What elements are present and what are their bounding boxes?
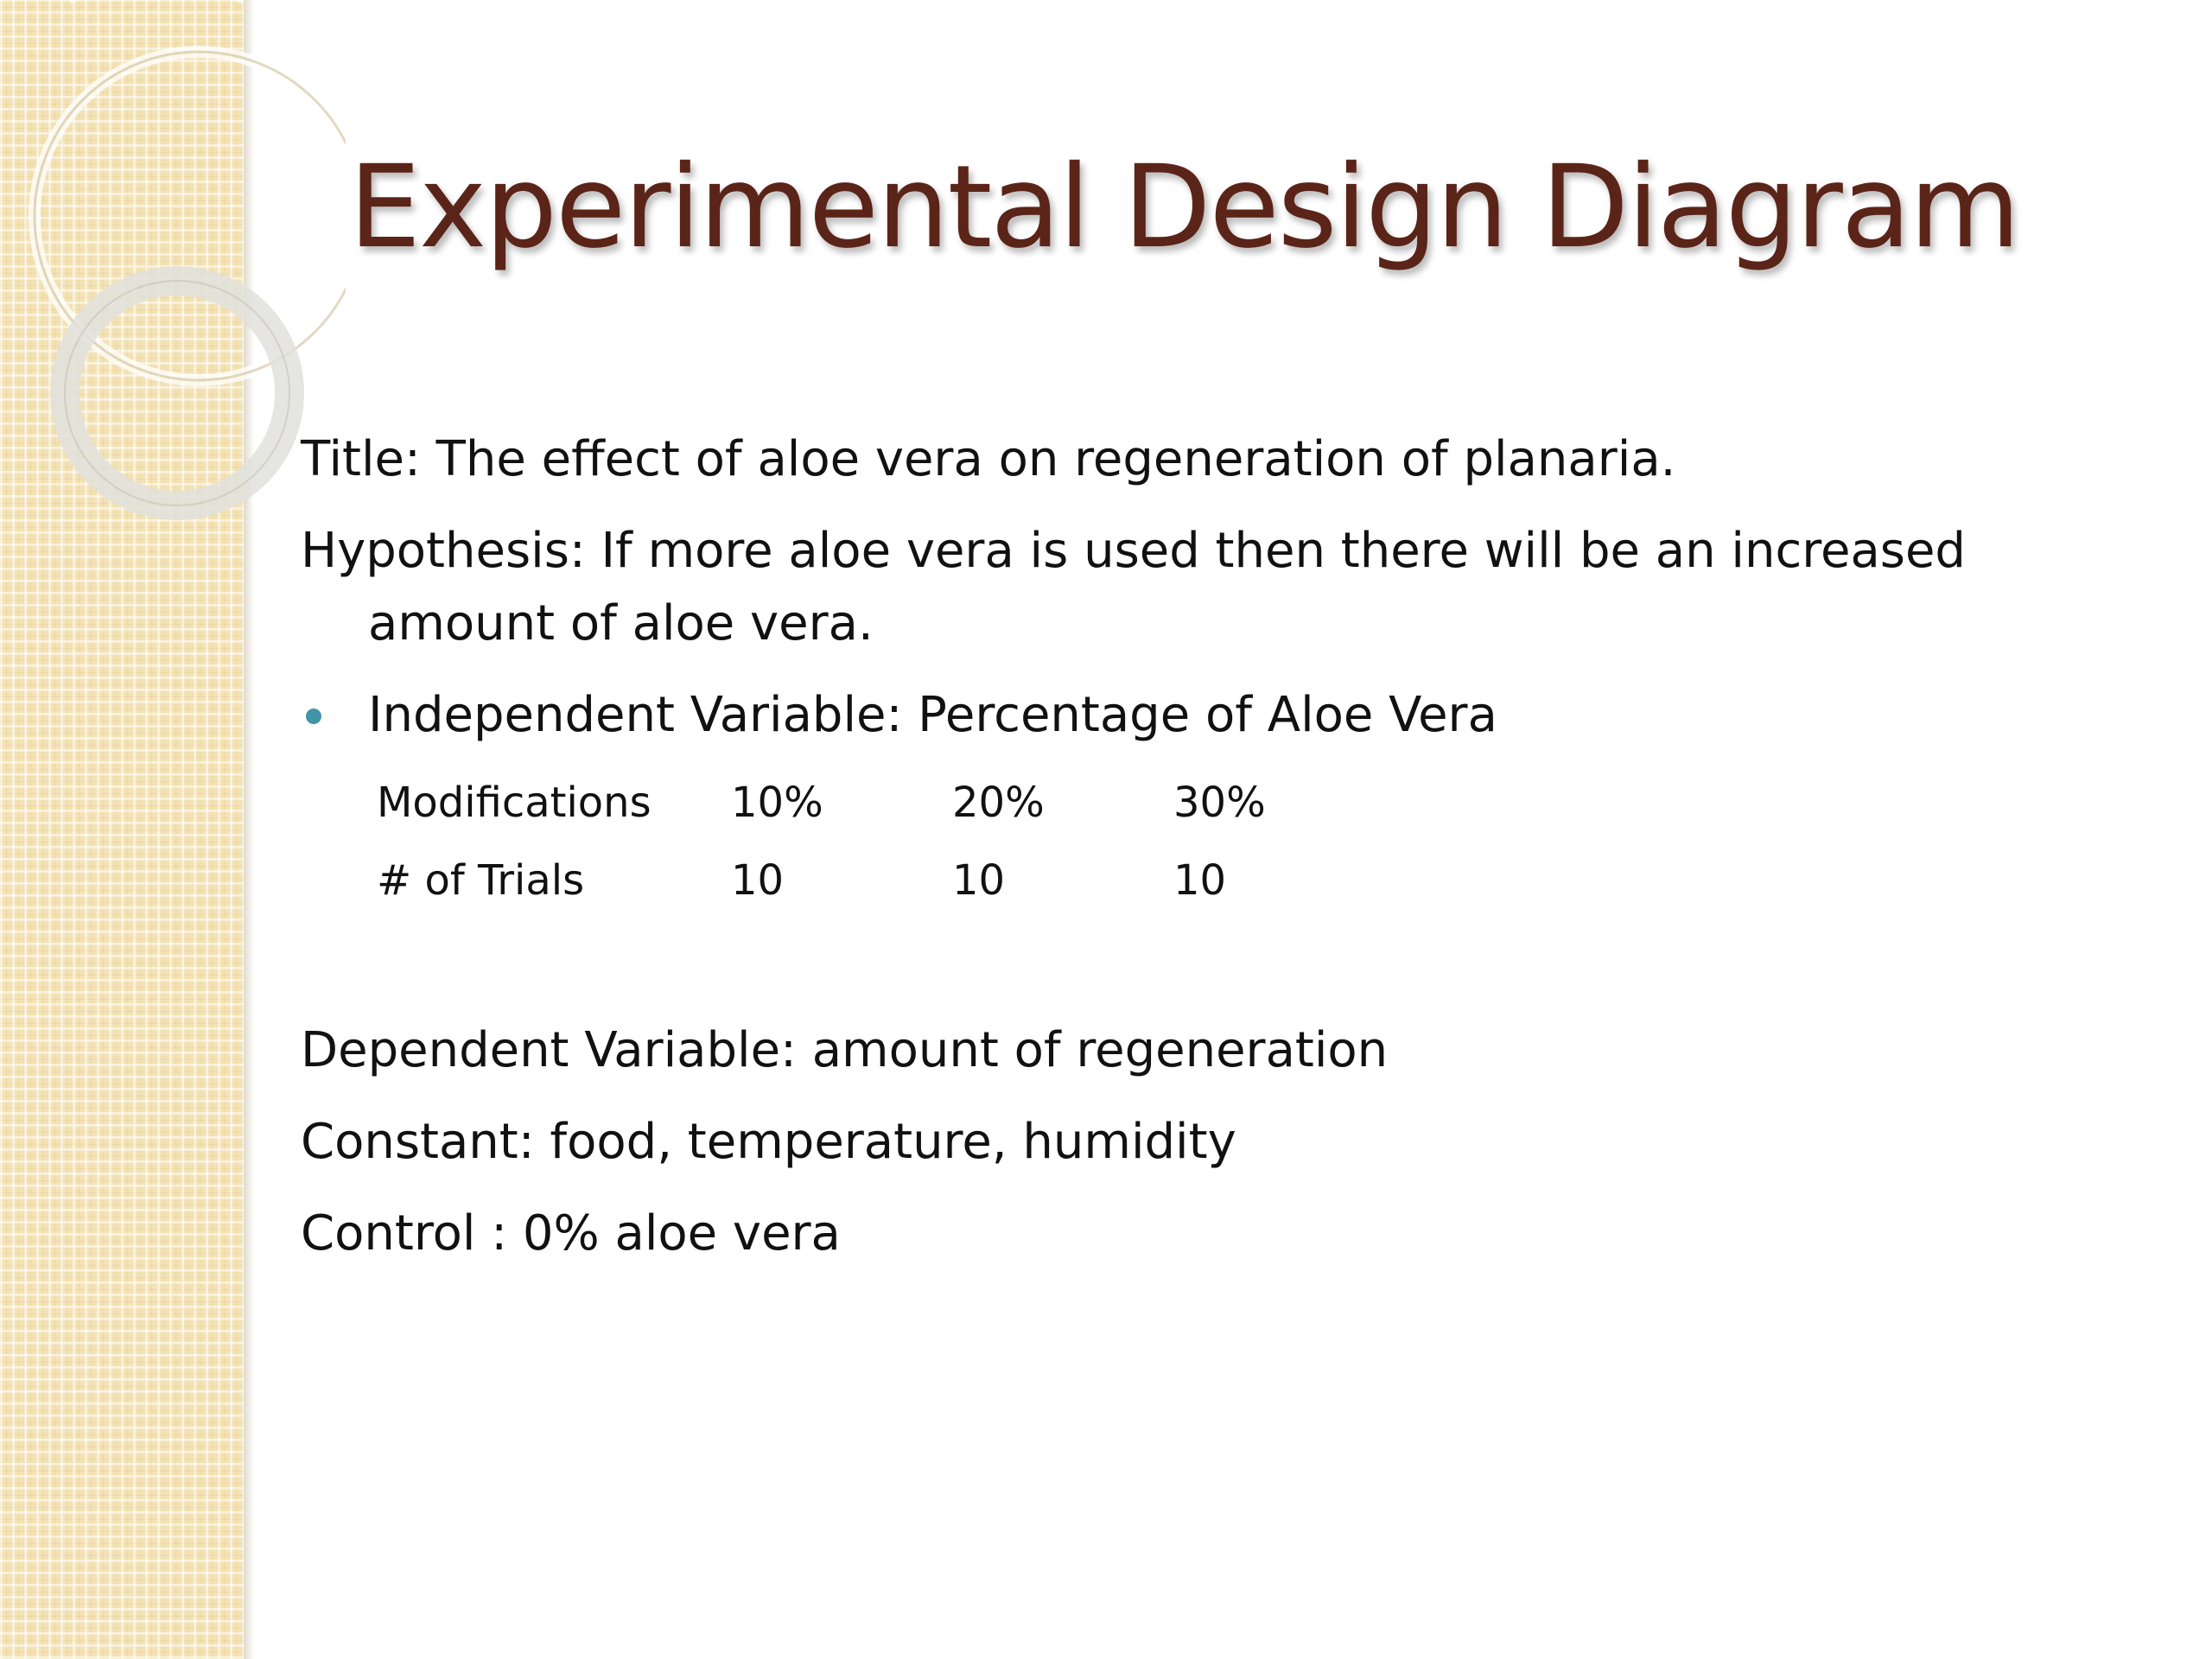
slide-content [301, 423, 2081, 1270]
independent-variable-text: Independent Variable: Percentage of Aloe Vera [368, 687, 1497, 743]
table-row [377, 842, 1395, 919]
constant-line: Constant: food, temperature, humidity [301, 1114, 1236, 1170]
hypothesis-line: Hypothesis: If more aloe vera is used then there will be an increased amount of aloe vera. [301, 523, 1966, 652]
experiment-title-line: Title: The effect of aloe vera on regeneration of planaria. [301, 431, 1676, 487]
dependent-variable-line: Dependent Variable: amount of regeneration [301, 1022, 1389, 1078]
trials-value: 10 [952, 856, 1006, 905]
bullet-icon [306, 709, 321, 724]
modification-value: 30% [1173, 779, 1266, 827]
independent-variable-item [301, 679, 2081, 752]
modifications-label: Modifications [377, 779, 652, 827]
trials-value: 10 [1173, 856, 1227, 905]
trials-label: # of Trials [377, 856, 585, 905]
modification-value: 10% [731, 779, 823, 827]
decorative-rings-icon [0, 0, 346, 605]
table-row [377, 764, 1395, 842]
spacer [301, 919, 2081, 1014]
control-line: Control : 0% aloe vera [301, 1205, 841, 1262]
trials-value: 10 [731, 856, 785, 905]
modification-value: 20% [952, 779, 1045, 827]
slide-title: Experimental Design Diagram [348, 141, 2019, 274]
independent-variable-table [377, 764, 1395, 919]
